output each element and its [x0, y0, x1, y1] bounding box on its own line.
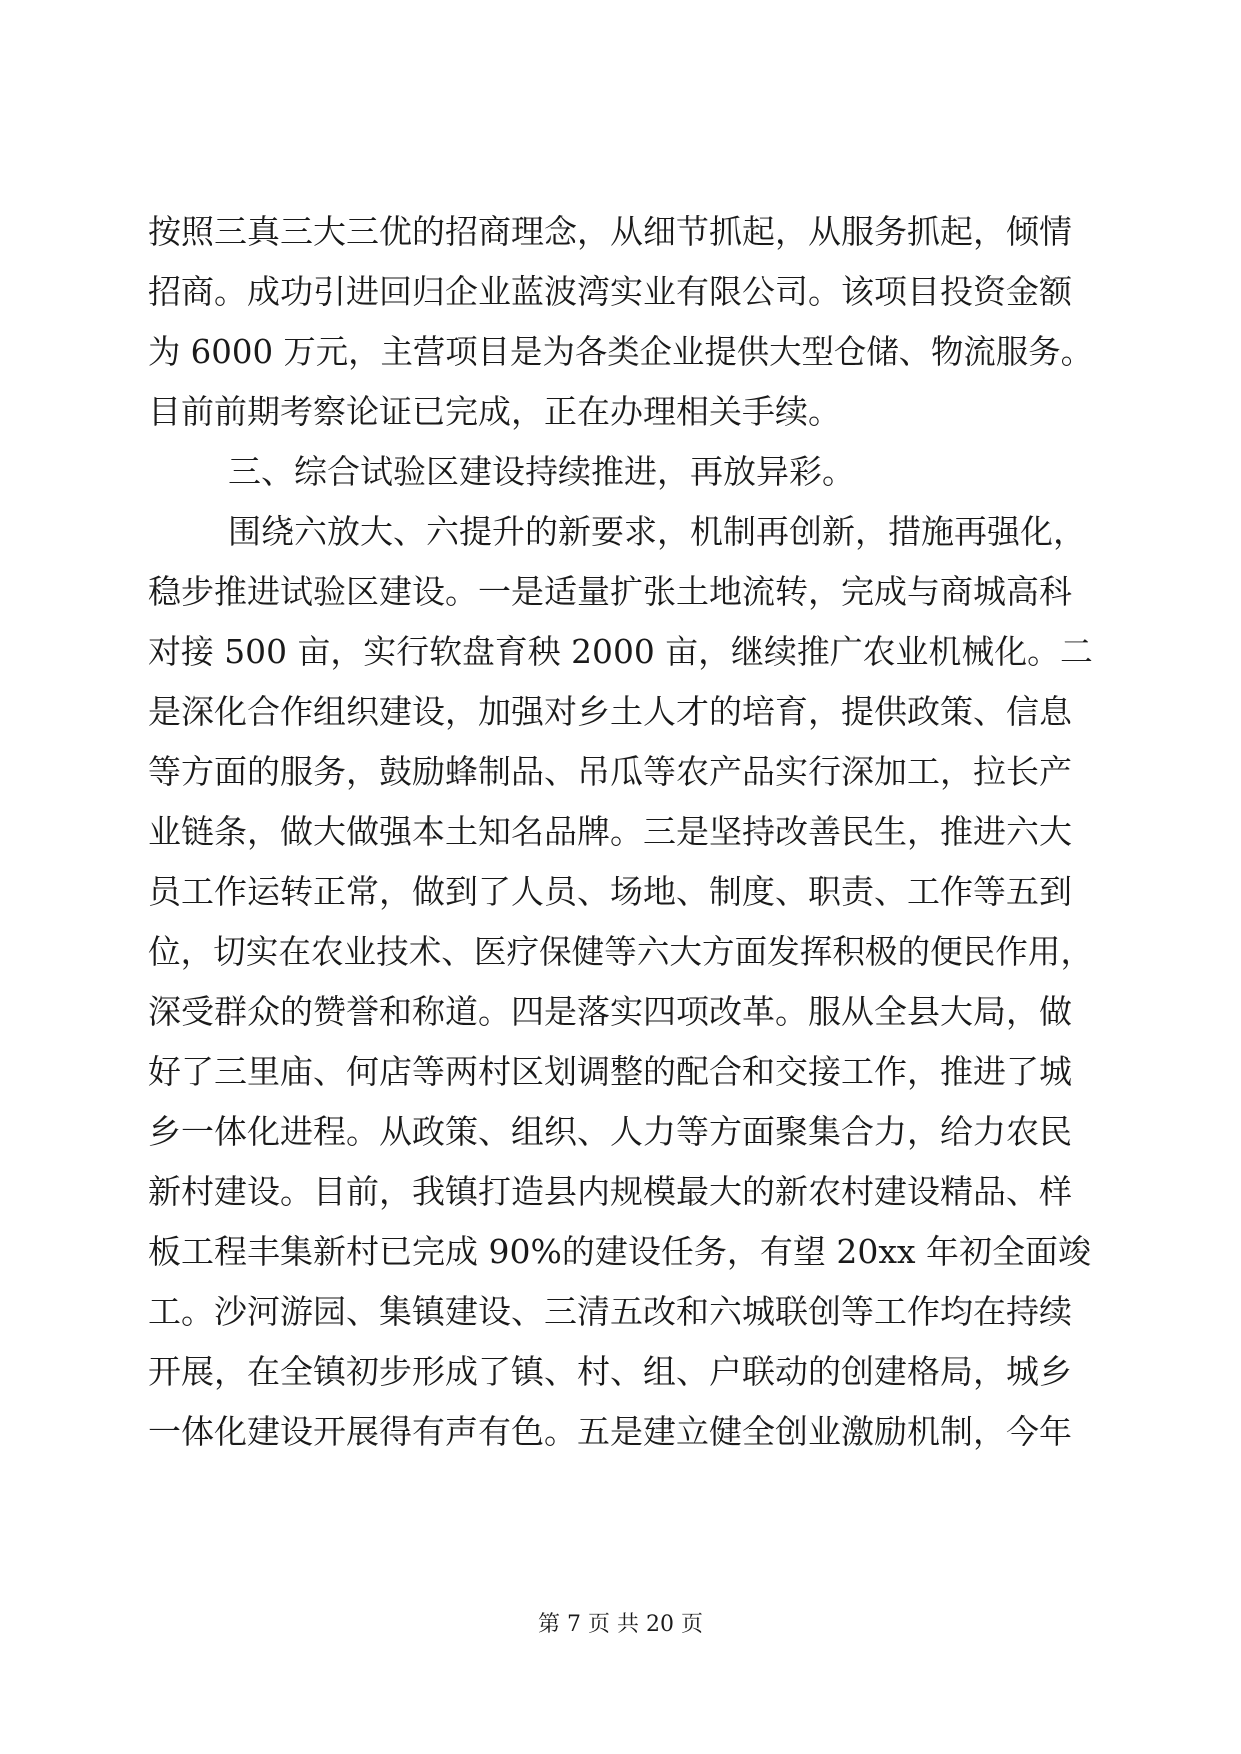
line-text: 开展，在全镇初步形成了镇、村、组、户联动的创建格局，城乡	[148, 1352, 1072, 1391]
text-line	[0, 562, 1241, 622]
line-text: 板工程丰集新村已完成 90%的建设任务，有望 20xx 年初全面竣	[148, 1232, 1092, 1271]
section-heading	[0, 442, 1241, 502]
text-line	[0, 502, 1241, 562]
text-line	[0, 202, 1241, 262]
line-text: 员工作运转正常，做到了人员、场地、制度、职责、工作等五到	[148, 872, 1072, 911]
line-text: 目前前期考察论证已完成，正在办理相关手续。	[148, 392, 841, 431]
line-text: 等方面的服务，鼓励蜂制品、吊瓜等农产品实行深加工，拉长产	[148, 752, 1072, 791]
text-line	[0, 622, 1241, 682]
line-text: 围绕六放大、六提升的新要求，机制再创新，措施再强化，	[228, 512, 1086, 551]
text-line	[0, 1342, 1241, 1402]
line-text: 稳步推进试验区建设。一是适量扩张土地流转，完成与商城高科	[148, 572, 1072, 611]
text-line	[0, 1042, 1241, 1102]
text-line	[0, 1162, 1241, 1222]
text-line	[0, 262, 1241, 322]
line-text: 对接 500 亩，实行软盘育秧 2000 亩，继续推广农业机械化。二	[148, 632, 1093, 671]
line-text: 工。沙河游园、集镇建设、三清五改和六城联创等工作均在持续	[148, 1292, 1072, 1331]
text-line	[0, 742, 1241, 802]
line-text: 新村建设。目前，我镇打造县内规模最大的新农村建设精品、样	[148, 1172, 1072, 1211]
text-line	[0, 382, 1241, 442]
line-text: 一体化建设开展得有声有色。五是建立健全创业激励机制，今年	[148, 1412, 1072, 1451]
line-text: 深受群众的赞誉和称道。四是落实四项改革。服从全县大局，做	[148, 992, 1072, 1031]
line-text: 是深化合作组织建设，加强对乡土人才的培育，提供政策、信息	[148, 692, 1072, 731]
text-line	[0, 322, 1241, 382]
line-text: 乡一体化进程。从政策、组织、人力等方面聚集合力，给力农民	[148, 1112, 1072, 1151]
section-heading-text: 三、综合试验区建设持续推进，再放异彩。	[228, 452, 855, 491]
line-text: 位，切实在农业技术、医疗保健等六大方面发挥积极的便民作用，	[148, 932, 1094, 971]
text-line	[0, 922, 1241, 982]
line-text: 业链条，做大做强本土知名品牌。三是坚持改善民生，推进六大	[148, 812, 1072, 851]
line-text: 按照三真三大三优的招商理念，从细节抓起，从服务抓起，倾情	[148, 212, 1072, 251]
text-line	[0, 682, 1241, 742]
line-text: 为 6000 万元，主营项目是为各类企业提供大型仓储、物流服务。	[148, 332, 1093, 371]
page-footer: 第 7 页 共 20 页	[538, 1612, 703, 1637]
line-text: 招商。成功引进回归企业蓝波湾实业有限公司。该项目投资金额	[148, 272, 1072, 311]
text-line	[0, 802, 1241, 862]
text-line	[0, 982, 1241, 1042]
text-line	[0, 1222, 1241, 1282]
text-line	[0, 862, 1241, 922]
text-line	[0, 1402, 1241, 1462]
text-line	[0, 1102, 1241, 1162]
line-text: 好了三里庙、何店等两村区划调整的配合和交接工作，推进了城	[148, 1052, 1072, 1091]
text-line	[0, 1282, 1241, 1342]
